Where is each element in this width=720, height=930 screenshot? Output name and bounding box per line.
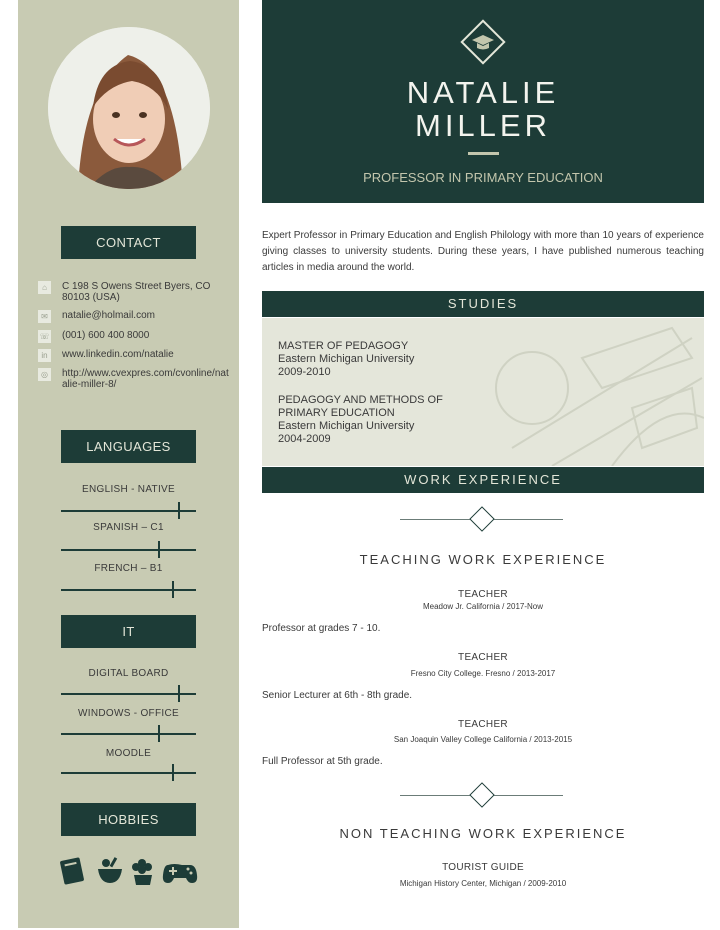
email-icon: ✉ — [38, 310, 51, 323]
phone-icon: ☏ — [39, 332, 50, 341]
cooking-icon — [98, 857, 122, 883]
candidate-name: NATALIE MILLER — [406, 75, 560, 143]
it-label: WINDOWS - OFFICE — [78, 708, 179, 719]
title-divider — [468, 152, 499, 155]
diamond-divider — [469, 506, 494, 531]
it-bar — [61, 772, 196, 774]
job-position: TEACHER — [458, 719, 508, 730]
hobbies-icons — [60, 855, 200, 887]
contact-phone: ☏ (001) 600 400 8000 — [39, 330, 150, 341]
language-label: SPANISH – C1 — [93, 522, 164, 533]
study-entry: PEDAGOGY AND METHODS OF PRIMARY EDUCATION Eastern Michigan University 2004-2009 — [278, 394, 443, 445]
skill-marker — [178, 685, 180, 702]
study-entry: MASTER OF PEDAGOGY Eastern Michigan University 2009-2010 — [278, 340, 415, 378]
gamepad-icon — [163, 864, 197, 883]
skill-marker — [158, 541, 160, 558]
studies-heading: STUDIES — [262, 291, 704, 317]
graduation-cap-icon — [457, 16, 509, 68]
diamond-divider — [469, 782, 494, 807]
contact-website[interactable]: ◎ http://www.cvexpres.com/cvonline/natalie-miller-8/ — [38, 368, 228, 392]
teaching-heading: TEACHING WORK EXPERIENCE — [359, 552, 607, 567]
job-place: Michigan History Center, Michigan / 2009-2010 — [399, 879, 567, 888]
skill-marker — [158, 725, 160, 742]
contact-email[interactable]: ✉ natalie@holmail.com — [38, 310, 228, 323]
hobbies-heading: HOBBIES — [61, 803, 196, 836]
skill-marker — [172, 764, 174, 781]
language-label: ENGLISH - NATIVE — [82, 484, 175, 495]
job-place: Fresno City College. Fresno / 2013-2017 — [410, 669, 556, 678]
profile-summary: Expert Professor in Primary Education and English Philology with more than 10 years of experience giving classes to university students. During these years, I have published numerous teaching articles in media around the world. — [262, 230, 704, 273]
job-position: TOURIST GUIDE — [442, 862, 524, 873]
it-heading: IT — [61, 615, 196, 648]
language-bar — [61, 549, 196, 551]
gardening-icon — [132, 859, 152, 885]
studies-section — [262, 318, 704, 466]
job-position: TEACHER — [458, 652, 508, 663]
job-title: PROFESSOR IN PRIMARY EDUCATION — [363, 170, 603, 185]
contact-linkedin[interactable]: in www.linkedin.com/natalie — [38, 349, 228, 362]
header-banner — [262, 0, 704, 203]
language-bar — [61, 510, 196, 512]
non-teaching-heading: NON TEACHING WORK EXPERIENCE — [339, 826, 627, 841]
it-label: MOODLE — [105, 748, 152, 759]
it-label: DIGITAL BOARD — [88, 668, 169, 679]
it-bar — [61, 693, 196, 695]
profile-photo — [48, 27, 210, 189]
contact-address: ⌂ C 198 S Owens Street Byers, CO 80103 (USA) — [38, 281, 228, 305]
web-icon: ◎ — [38, 368, 51, 381]
job-place: San Joaquin Valley College California / 2013-2015 — [393, 735, 573, 744]
contact-heading: CONTACT — [61, 226, 196, 259]
job-place: Meadow Jr. California / 2017-Now — [422, 602, 544, 611]
home-icon: ⌂ — [38, 281, 51, 294]
job-description: Full Professor at 5th grade. — [262, 756, 383, 767]
it-bar — [61, 733, 196, 735]
drafting-tools-illustration — [492, 318, 704, 466]
job-description: Professor at grades 7 - 10. — [262, 623, 381, 634]
skill-marker — [172, 581, 174, 598]
work-heading: WORK EXPERIENCE — [262, 467, 704, 493]
job-position: TEACHER — [458, 589, 508, 600]
job-description: Senior Lecturer at 6th - 8th grade. — [262, 690, 413, 701]
linkedin-icon: in — [38, 349, 51, 362]
sidebar — [18, 0, 239, 928]
languages-heading: LANGUAGES — [61, 430, 196, 463]
book-icon — [60, 857, 84, 885]
language-label: FRENCH – B1 — [94, 563, 163, 574]
language-bar — [61, 589, 196, 591]
skill-marker — [178, 502, 180, 519]
